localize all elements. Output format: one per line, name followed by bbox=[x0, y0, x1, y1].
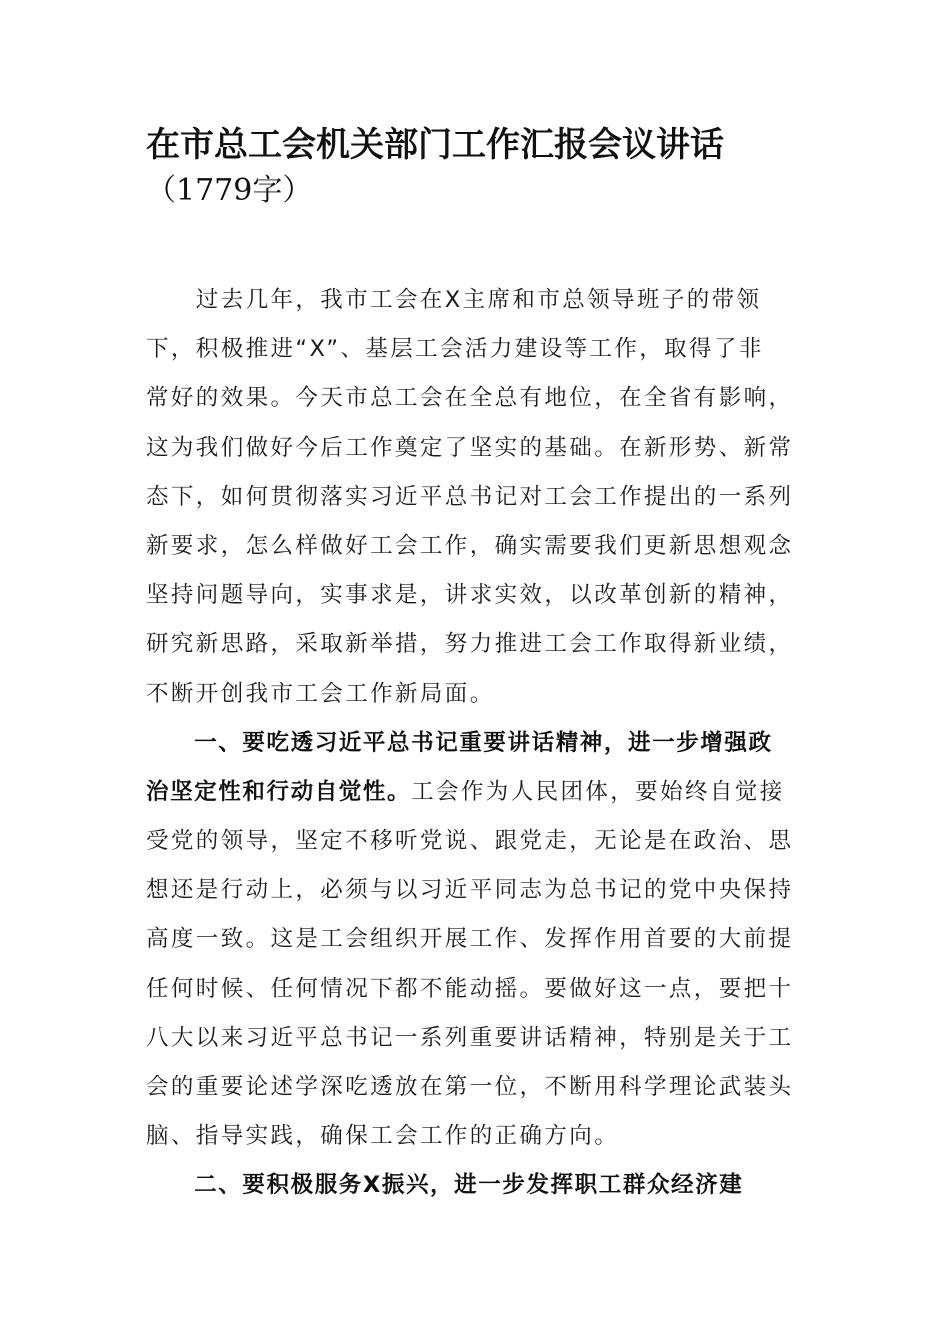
document-body bbox=[146, 276, 810, 1211]
paragraph-text: 态下，如何贯彻落实习近平总书记对工会工作提出的一系列 bbox=[146, 483, 794, 510]
paragraph-text: 高度一致。这是工会组织开展工作、发挥作用首要的大前提 bbox=[146, 926, 794, 953]
body-line bbox=[146, 719, 810, 768]
body-line bbox=[146, 670, 810, 719]
paragraph-text: 新要求，怎么样做好工会工作，确实需要我们更新思想观念 bbox=[146, 532, 794, 559]
body-line bbox=[146, 965, 810, 1014]
body-line bbox=[146, 571, 810, 620]
body-line bbox=[146, 473, 810, 522]
body-line bbox=[146, 1112, 810, 1161]
title-line-2: （1779字） bbox=[146, 173, 313, 208]
body-line bbox=[146, 276, 810, 325]
document-title bbox=[146, 122, 826, 214]
body-line bbox=[146, 1063, 810, 1112]
paragraph-text: 研究新思路，采取新举措，努力推进工会工作取得新业绩， bbox=[146, 631, 794, 658]
paragraph-text: 受党的领导，坚定不移听党说、跟党走，无论是在政治、思 bbox=[146, 828, 794, 855]
body-line bbox=[146, 424, 810, 473]
paragraph-text: 八大以来习近平总书记一系列重要讲话精神，特别是关于工 bbox=[146, 1024, 794, 1051]
body-line bbox=[146, 1014, 810, 1063]
paragraph-text: 坚持问题导向，实事求是，讲求实效，以改革创新的精神， bbox=[146, 582, 794, 609]
body-line bbox=[146, 522, 810, 571]
paragraph-text: 常好的效果。今天市总工会在全总有地位，在全省有影响， bbox=[146, 385, 794, 412]
paragraph-text: 过去几年，我市工会在X主席和市总领导班子的带领 bbox=[146, 287, 762, 313]
paragraph-text: 下，积极推进“X”、基层工会活力建设等工作，取得了非 bbox=[146, 336, 764, 363]
paragraph-text: 这为我们做好今后工作奠定了坚实的基础。在新形势、新常 bbox=[146, 434, 794, 461]
paragraph-text: 会的重要论述学深吃透放在第一位，不断用科学理论武装头 bbox=[146, 1074, 794, 1100]
heading-text: 二、要积极服务X振兴，进一步发挥职工群众经济建 bbox=[146, 1172, 744, 1199]
body-line bbox=[146, 915, 810, 964]
body-line bbox=[146, 866, 810, 915]
body-line bbox=[146, 325, 810, 374]
body-line bbox=[146, 374, 810, 423]
paragraph-text: 脑、指导实践，确保工会工作的正确方向。 bbox=[146, 1123, 620, 1150]
paragraph-text: 不断开创我市工会工作新局面。 bbox=[146, 680, 495, 707]
body-line bbox=[146, 768, 810, 817]
heading-text: 治坚定性和行动自觉性。 bbox=[146, 778, 412, 805]
paragraph-text: 想还是行动上，必须与以习近平同志为总书记的党中央保持 bbox=[146, 877, 794, 904]
paragraph-text: 工会作为人民团体，要始终自觉接 bbox=[411, 778, 785, 805]
paragraph-text: 任何时候、任何情况下都不能动摇。要做好这一点，要把十 bbox=[146, 975, 794, 1002]
title-line-1: 在市总工会机关部门工作汇报会议讲话 bbox=[146, 125, 724, 165]
body-line bbox=[146, 620, 810, 669]
heading-text: 一、要吃透习近平总书记重要讲话精神，进一步增强政 bbox=[146, 729, 773, 756]
body-line bbox=[146, 1161, 810, 1210]
body-line bbox=[146, 817, 810, 866]
